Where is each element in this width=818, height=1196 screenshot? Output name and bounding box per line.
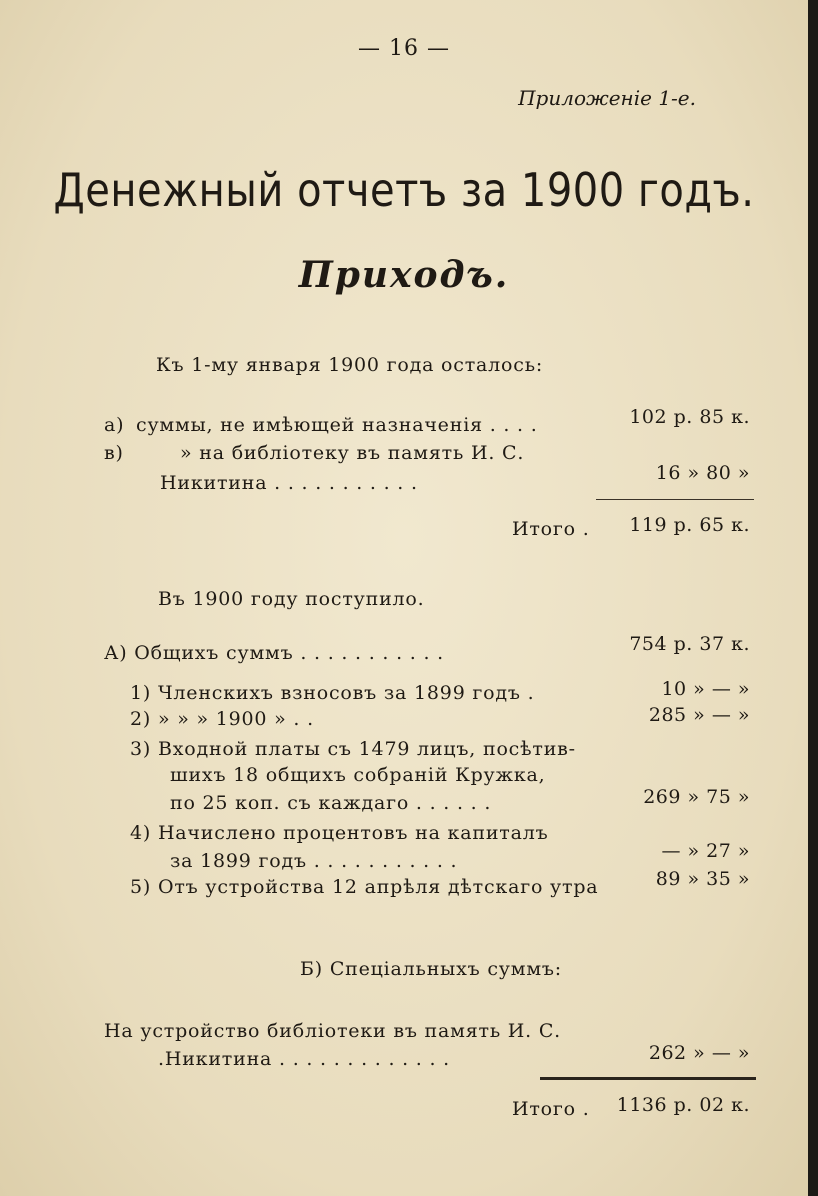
income-item-1: 1) Членскихъ взносовъ за 1899 годъ . [130,682,535,704]
balance-item-a-amount: 102 р. 85 к. [629,406,750,428]
balance-total-label: Итого . [512,518,590,540]
balance-item-b-amount: 16 » 80 » [655,462,750,484]
special-item-line-1: На устройство библіотеки въ память И. С. [104,1020,562,1042]
balance-item-a-text: суммы, не имѣющей назначенія . . . . [136,414,538,436]
balance-item-b-marker: в) [104,442,124,464]
balance-total-amount: 119 р. 65 к. [629,514,750,536]
grand-total-amount: 1136 р. 02 к. [616,1094,750,1116]
income-item-3-amount: 269 » 75 » [643,786,750,808]
income-item-4-line-2: за 1899 годъ . . . . . . . . . . . [170,850,458,872]
special-sums-heading: Б) Спеціальныхъ суммъ: [300,958,562,980]
income-1900-heading: Въ 1900 году поступило. [158,588,425,610]
income-heading: Приходъ. [298,254,510,296]
report-title: Денежный отчетъ за 1900 годъ. [53,164,755,218]
income-item-3-line-1: 3) Входной платы съ 1479 лицъ, посѣтив- [130,738,576,760]
grand-total-rule [540,1077,756,1080]
balance-item-b-continued: Никитина . . . . . . . . . . . [160,472,418,494]
balance-item-b-text: » на библіотеку въ память И. С. [180,442,525,464]
income-item-2: 2) » » » 1900 » . . [130,708,314,730]
general-sums-amount: 754 р. 37 к. [629,633,750,655]
income-item-5-amount: 89 » 35 » [655,868,750,890]
income-item-2-amount: 285 » — » [648,704,750,726]
income-item-3-line-3: по 25 коп. съ каждаго . . . . . . [170,792,492,814]
appendix-label: Приложеніе 1-е. [518,86,696,110]
special-item-line-2: .Никитина . . . . . . . . . . . . . [158,1048,451,1070]
page-number: — 16 — [358,36,450,61]
special-item-amount: 262 » — » [648,1042,750,1064]
balance-item-a-marker: а) [104,414,125,436]
income-item-5: 5) Отъ устройства 12 апрѣля дѣтскаго утра [130,876,599,898]
general-sums-label: А) Общихъ суммъ . . . . . . . . . . . [104,642,444,664]
income-item-3-line-2: шихъ 18 общихъ собраній Кружка, [170,764,546,786]
income-item-4-line-1: 4) Начислено процентовъ на капиталъ [130,822,549,844]
income-item-4-amount: — » 27 » [661,840,750,862]
balance-sum-rule [596,499,754,500]
income-item-1-amount: 10 » — » [661,678,750,700]
grand-total-label: Итого . [512,1098,590,1120]
balance-heading: Къ 1-му января 1900 года осталось: [156,354,544,376]
